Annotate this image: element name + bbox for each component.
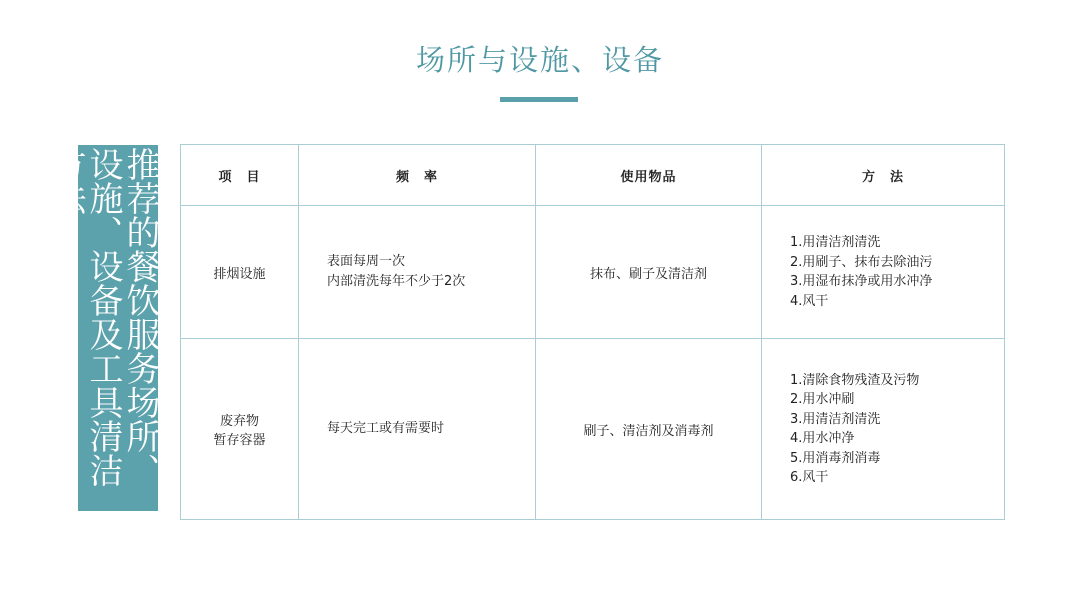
title-underline xyxy=(500,97,578,102)
cell-item xyxy=(181,206,299,339)
cell-supplies: 抹布、刷子及清洁剂 xyxy=(536,206,762,339)
header-item: 项 目 xyxy=(181,145,299,206)
table-header-row xyxy=(181,145,1005,206)
method-step: 1.清除食物残渣及污物 xyxy=(790,372,920,388)
item-line: 排烟设施 xyxy=(213,266,266,282)
item-line: 暂存容器 xyxy=(213,433,266,448)
cleaning-method-table xyxy=(180,144,1005,520)
header-frequency: 频 率 xyxy=(299,145,536,206)
method-step: 1.用清洁剂清洗 xyxy=(790,235,881,250)
method-step: 5.用消毒剂消毒 xyxy=(790,450,881,466)
method-step: 6.风干 xyxy=(790,470,829,485)
cell-method xyxy=(762,206,1005,339)
method-step: 4.风干 xyxy=(790,293,829,309)
frequency-line: 表面每周一次 xyxy=(327,254,406,269)
side-title-banner: 推荐的餐饮服务场所、设施、设备及工具清洁方法 xyxy=(78,145,158,511)
table-row xyxy=(181,339,1005,520)
method-step: 3.用湿布抹净或用水冲净 xyxy=(790,274,933,289)
page-title: 场所与设施、设备 xyxy=(415,43,664,77)
frequency-line: 每天完工或有需要时 xyxy=(327,421,445,436)
method-step: 2.用刷子、抹布去除油污 xyxy=(790,254,933,270)
method-step: 4.用水冲净 xyxy=(790,431,855,446)
item-line: 废弃物 xyxy=(219,414,259,429)
cell-item xyxy=(181,339,299,520)
cell-method xyxy=(762,339,1005,520)
cell-frequency xyxy=(299,339,536,520)
method-step: 3.用清洁剂清洗 xyxy=(790,411,881,427)
table-row xyxy=(181,206,1005,339)
header-method: 方 法 xyxy=(762,145,1005,206)
cell-supplies: 刷子、清洁剂及消毒剂 xyxy=(536,339,762,520)
frequency-line: 内部清洗每年不少于2次 xyxy=(327,274,466,289)
method-step: 2.用水冲刷 xyxy=(790,392,855,407)
cell-frequency xyxy=(299,206,536,339)
header-supplies: 使用物品 xyxy=(536,145,762,206)
